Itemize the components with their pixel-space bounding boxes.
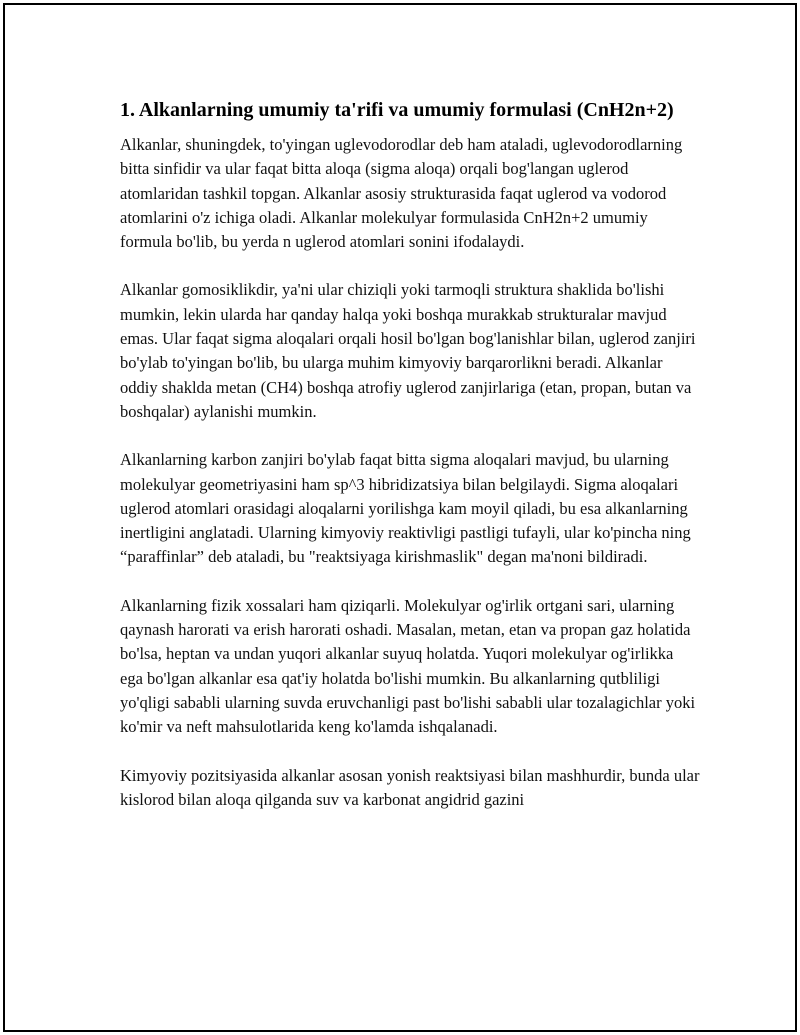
paragraph-definition: Alkanlar, shuningdek, to'yingan uglevodorodlar deb ham ataladi, uglevodorodlarning bitta sinfidir va ular faqat bitta aloqa (sigma aloqa) orqali bog'langan uglerod atomlaridan tashkil topgan. Alkanlar asosiy strukturasida faqat uglerod va vodorod atomlarini o'z ichiga oladi. Alkanlar molekulyar formulasida CnH2n+2 umumiy formula bo'lib, bu yerda n uglerod atomlari sonini ifodalaydi. (120, 135, 683, 252)
section-heading: 1. Alkanlarning umumiy ta'rifi va umumiy formulasi (CnH2n+2) (120, 99, 674, 121)
paragraph-combustion: Kimyoviy pozitsiyasida alkanlar asosan yonish reaktsiyasi bilan mashhurdir, bunda ular kislorod bilan aloqa qilganda suv va karbonat angidrid gazini (120, 765, 700, 809)
document-body (120, 97, 700, 836)
paragraph-structure: Alkanlar gomosiklikdir, ya'ni ular chiziqli yoki tarmoqli struktura shaklida bo'lishi mumkin, lekin ularda har qanday halqa yoki boshqa murakkab strukturalar mavjud emas. Ular faqat sigma aloqalari orqali hosil bo'lgan bog'lanishlar bilan, uglerod zanjiri bo'ylab to'yingan bo'lib, bu ularga muhim kimyoviy barqarorlikni beradi. Alkanlar oddiy shaklda metan (CH4) boshqa atrofiy uglerod zanjirlariga (etan, propan, butan va boshqalar) aylanishi mumkin. (120, 280, 696, 421)
paragraph-sigma-bonds: Alkanlarning karbon zanjiri bo'ylab faqat bitta sigma aloqalari mavjud, bu ularning molekulyar geometriyasini ham sp^3 hibridizatsiya bilan belgilaydi. Sigma aloqalari uglerod atomlari orasidagi aloqalarni yorilishga kam moyil qiladi, bu esa alkanlarning inertligini anglatadi. Ularning kimyoviy reaktivligi pastligi tufayli, ular ko'pincha ning “paraffinlar” deb ataladi, bu "reaktsiyaga kirishmaslik" degan ma'noni bildiradi. (120, 450, 691, 567)
document-page (3, 3, 797, 1032)
paragraph-physical-properties: Alkanlarning fizik xossalari ham qiziqarli. Molekulyar og'irlik ortgani sari, ularning qaynash harorati va erish harorati oshadi. Masalan, metan, etan va propan gaz holatida bo'lsa, heptan va undan yuqori alkanlar suyuq holatda. Yuqori molekulyar og'irlikka ega bo'lgan alkanlar esa qat'iy holatda bo'lishi mumkin. Bu alkanlarning qutbliligi yo'qligi sababli ularning suvda eruvchanligi past bo'lishi sababli ular tozalagichlar yoki ko'mir va neft mahsulotlarida keng ko'lamda ishqalanadi. (120, 595, 696, 737)
